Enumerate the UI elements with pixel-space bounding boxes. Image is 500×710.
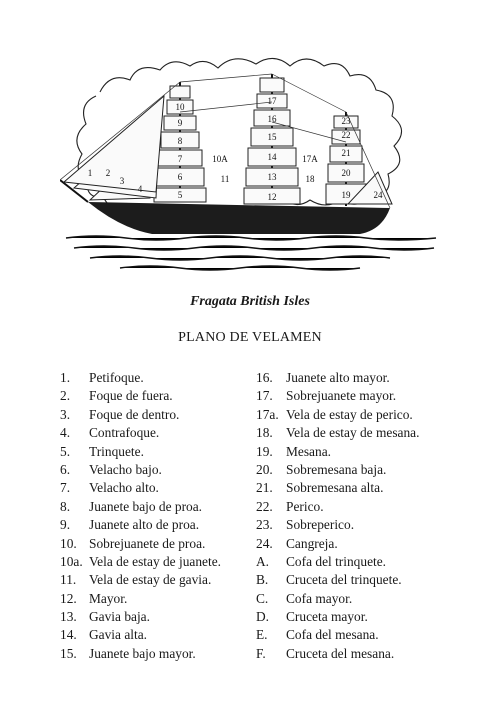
- sail-number-label: 9: [177, 118, 183, 128]
- legend-text: Juanete bajo de proa.: [89, 498, 203, 514]
- legend-item: [256, 553, 456, 571]
- sail-number-label: 11: [220, 174, 230, 184]
- legend-number: 6.: [60, 461, 71, 477]
- legend-text: Cofa del mesana.: [286, 627, 379, 643]
- legend-text: Sobremesana alta.: [286, 480, 384, 496]
- section-heading: PLANO DE VELAMEN: [178, 330, 322, 345]
- legend-number: 24.: [256, 535, 273, 551]
- legend-text: Cofa del trinquete.: [286, 553, 387, 569]
- legend-number: 2.: [60, 388, 71, 404]
- legend-item: [256, 571, 456, 589]
- sail-number-label: 13: [267, 172, 277, 182]
- legend-item: [60, 535, 250, 553]
- legend-number: E.: [256, 627, 268, 643]
- legend-text: Juanete alto mayor.: [286, 370, 390, 385]
- legend-text: Sobrejuanete mayor.: [286, 388, 397, 404]
- legend-column-right: [256, 369, 456, 663]
- sea-lines: [66, 236, 436, 270]
- legend-item: [256, 590, 456, 608]
- legend-number: 10.: [60, 535, 77, 551]
- legend-item: [256, 626, 456, 644]
- sail-number-label: 23: [341, 116, 351, 126]
- legend-number: 8.: [60, 498, 71, 514]
- sail-number-label: 10A: [212, 154, 228, 164]
- legend-text: Velacho alto.: [89, 480, 159, 496]
- legend-item: [60, 498, 250, 516]
- legend-text: Trinquete.: [89, 443, 144, 459]
- legend-number: 15.: [60, 645, 77, 661]
- sail-number-label: 15: [267, 132, 277, 142]
- legend-text: Cruceta mayor.: [286, 609, 368, 625]
- legend-text: Gavia alta.: [89, 627, 147, 643]
- legend-item: [60, 571, 250, 589]
- legend-number: 12.: [60, 590, 77, 606]
- legend-item: [60, 516, 250, 534]
- legend-text: Cofa mayor.: [286, 590, 353, 606]
- legend-item: [60, 443, 250, 461]
- legend-item: [60, 406, 250, 424]
- legend-number: 21.: [256, 480, 273, 496]
- legend-number: D.: [256, 609, 270, 625]
- legend-text: Gavia baja.: [89, 609, 150, 625]
- legend-item: [60, 590, 250, 608]
- frigate-drawing: [60, 52, 442, 282]
- sail-number-label: 21: [341, 148, 351, 158]
- sail-number-label: 1: [87, 168, 93, 178]
- sail-number-label: 17A: [302, 154, 318, 164]
- ship-illustration: [60, 52, 442, 282]
- sail-number-label: 22: [341, 130, 351, 140]
- sail-number-label: 14: [267, 152, 277, 162]
- legend-item: [256, 461, 456, 479]
- legend-item: [256, 645, 456, 663]
- legend-number: 10a.: [60, 553, 83, 569]
- legend-number: 20.: [256, 461, 273, 477]
- legend-number: 23.: [256, 517, 273, 533]
- legend-item: [60, 387, 250, 405]
- sail-number-label: 6: [177, 172, 183, 182]
- legend-number: 13.: [60, 609, 77, 625]
- legend-text: Perico.: [286, 498, 324, 514]
- sail-number-label: 8: [177, 136, 183, 146]
- legend-text: Mayor.: [89, 590, 128, 606]
- legend-number: C.: [256, 590, 269, 606]
- sail-number-label: 16: [267, 114, 277, 124]
- legend-column-left: [60, 369, 250, 663]
- legend-number: 14.: [60, 627, 77, 643]
- illustration-caption: Fragata British Isles: [190, 294, 310, 309]
- legend-number: 7.: [60, 480, 71, 496]
- legend-number: 18.: [256, 425, 273, 441]
- legend-item: [256, 608, 456, 626]
- sail-number-label: 12: [267, 192, 277, 202]
- legend-item: [60, 608, 250, 626]
- legend-item: [60, 626, 250, 644]
- legend-number: A.: [256, 553, 270, 569]
- legend-number: 3.: [60, 406, 71, 422]
- legend-number: F.: [256, 645, 266, 661]
- legend-item: [60, 424, 250, 442]
- legend-item: [60, 369, 250, 387]
- sail-number-label: 20: [341, 168, 351, 178]
- legend-number: 1.: [60, 370, 71, 385]
- legend-text: Vela de estay de mesana.: [286, 425, 420, 441]
- sail-number-label: 17: [267, 96, 277, 106]
- legend-text: Foque de fuera.: [89, 388, 173, 404]
- legend-text: Sobreperico.: [286, 517, 355, 533]
- legend-item: [60, 461, 250, 479]
- legend-item: [256, 424, 456, 442]
- sail-number-label: 2: [105, 168, 111, 178]
- legend-text: Cruceta del mesana.: [286, 645, 395, 661]
- legend-item: [256, 369, 456, 387]
- legend-number: 17a.: [256, 406, 279, 422]
- legend-text: Sobrejuanete de proa.: [89, 535, 206, 551]
- legend-text: Cangreja.: [286, 535, 338, 551]
- legend-item: [256, 479, 456, 497]
- legend-text: Mesana.: [286, 443, 331, 459]
- legend-item: [256, 535, 456, 553]
- legend-text: Vela de estay de gavia.: [89, 572, 212, 588]
- legend-number: 22.: [256, 498, 273, 514]
- legend-item: [60, 645, 250, 663]
- hull: [88, 202, 390, 234]
- sail-number-label: 7: [177, 154, 183, 164]
- legend-text: Contrafoque.: [89, 425, 160, 441]
- legend-number: B.: [256, 572, 269, 588]
- legend-item: [256, 516, 456, 534]
- legend-number: 17.: [256, 388, 273, 404]
- legend-item: [256, 443, 456, 461]
- legend-item: [256, 406, 456, 424]
- sail-number-label: 5: [177, 190, 183, 200]
- legend-number: 11.: [60, 572, 77, 588]
- legend-number: 5.: [60, 443, 71, 459]
- legend-text: Velacho bajo.: [89, 461, 162, 477]
- legend-text: Petifoque.: [89, 370, 144, 385]
- legend-item: [256, 387, 456, 405]
- sail-number-label: 3: [119, 176, 125, 186]
- legend-text: Vela de estay de perico.: [286, 406, 413, 422]
- legend-text: Sobremesana baja.: [286, 461, 387, 477]
- legend-text: Juanete alto de proa.: [89, 517, 200, 533]
- sail-number-label: 10: [175, 102, 185, 112]
- legend-item: [60, 479, 250, 497]
- sail-number-label: 4: [137, 184, 143, 194]
- legend-text: Vela de estay de juanete.: [89, 553, 221, 569]
- legend-text: Foque de dentro.: [89, 406, 180, 422]
- sail-number-label: 24: [373, 190, 383, 200]
- legend-number: 19.: [256, 443, 273, 459]
- legend-item: [256, 498, 456, 516]
- sail-number-label: 18: [305, 174, 315, 184]
- legend-number: 16.: [256, 370, 273, 385]
- legend-number: 9.: [60, 517, 71, 533]
- sail-number-label: 19: [341, 190, 351, 200]
- legend-text: Juanete bajo mayor.: [89, 645, 196, 661]
- legend-text: Cruceta del trinquete.: [286, 572, 402, 588]
- legend-item: [60, 553, 250, 571]
- legend-number: 4.: [60, 425, 71, 441]
